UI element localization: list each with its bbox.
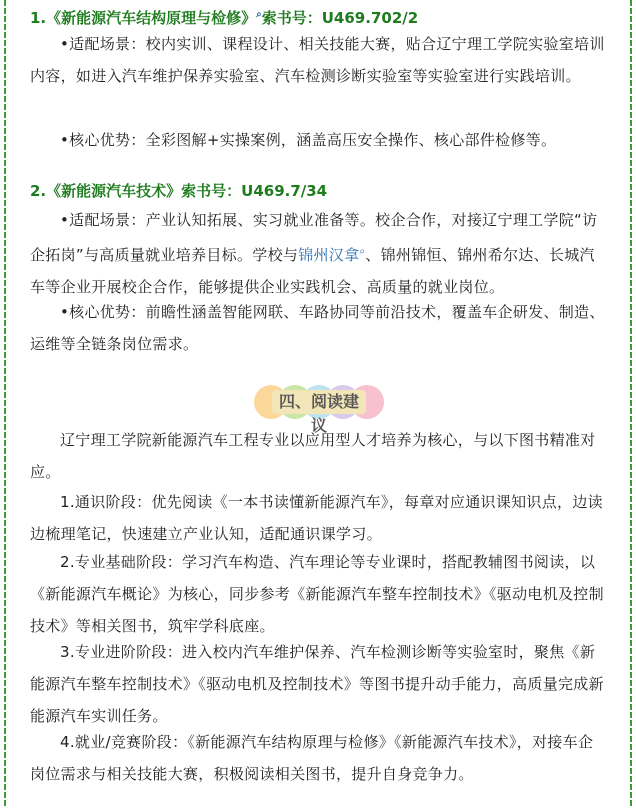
search-icon[interactable]: ⌕ (359, 246, 366, 257)
book-1-advantage: •核心优势：全彩图解+实操案例，涵盖高压安全操作、核心部件检修等。 (60, 131, 557, 149)
section-intro: 辽宁理工学院新能源汽车工程专业以应用型人才培养为核心，与以下图书精准对应。 (30, 431, 596, 481)
jinzhou-hanna-link[interactable]: 锦州汉拿 (298, 246, 360, 264)
reading-stage-2: 2.专业基础阶段：学习汽车构造、汽车理论等专业课时，搭配教辅图书阅读，以《新能源汽车概论》为核心，同步参考《新能源汽车整车控制技术》《驱动电机及控制技术》等相关图书，筑牢学科底座。 (30, 553, 604, 635)
book-1-scene: •适配场景：校内实训、课程设计、相关技能大赛，贴合辽宁理工学院实验室培训内容，如进入汽车维护保养实验室、汽车检测诊断实验室等实验室进行实践培训。 (30, 35, 605, 85)
book-2-scene-text-b: 、锦州锦恒、锦州希尔达、长城汽车等企业开展校企合作，能够提供企业实践机会、高质量的就业岗位。 (30, 246, 595, 296)
book-1-index: 索书号：U469.702/2 (261, 9, 419, 27)
book-2-scene (30, 204, 608, 303)
book-2-heading (30, 180, 327, 202)
section-bubbles (254, 382, 384, 435)
reading-stage-4: 4.就业/竞赛阶段：《新能源汽车结构原理与检修》《新能源汽车技术》，对接车企岗位需求与相关技能大赛，积极阅读相关图书，提升自身竞争力。 (30, 733, 594, 783)
book-2-scene-text-a: •适配场景：产业认知拓展、实习就业准备等。校企合作，对接辽宁理工学院“访企拓岗”与高质量就业培养目标。学校与 (30, 211, 598, 264)
section-header (30, 382, 608, 435)
left-dashed-border (4, 0, 6, 808)
search-icon[interactable]: ⌕ (256, 9, 262, 20)
reading-stage-3: 3.专业进阶阶段：进入校内汽车维护保养、汽车检测诊断等实验室时，聚焦《新能源汽车整车控制技术》《驱动电机及控制技术》等图书提升动手能力，高质量完成新能源汽车实训任务。 (30, 643, 604, 725)
reading-stage-1: 1.通识阶段：优先阅读《一本书读懂新能源汽车》，每章对应通识课知识点，边读边梳理笔记，快速建立产业认知，适配通识课学习。 (30, 493, 603, 543)
right-dashed-border (630, 0, 632, 808)
book-1-title: 1.《新能源汽车结构原理与检修》 (30, 9, 257, 27)
section-title: 四、阅读建议 (272, 390, 366, 414)
book-1-heading (30, 4, 418, 29)
book-2-index: 索书号：U469.7/34 (181, 182, 328, 200)
book-2-advantage: •核心优势：前瞻性涵盖智能网联、车路协同等前沿技术，覆盖车企研发、制造、运维等全链条岗位需求。 (30, 303, 605, 353)
book-2-title: 2.《新能源汽车技术》 (30, 182, 182, 200)
